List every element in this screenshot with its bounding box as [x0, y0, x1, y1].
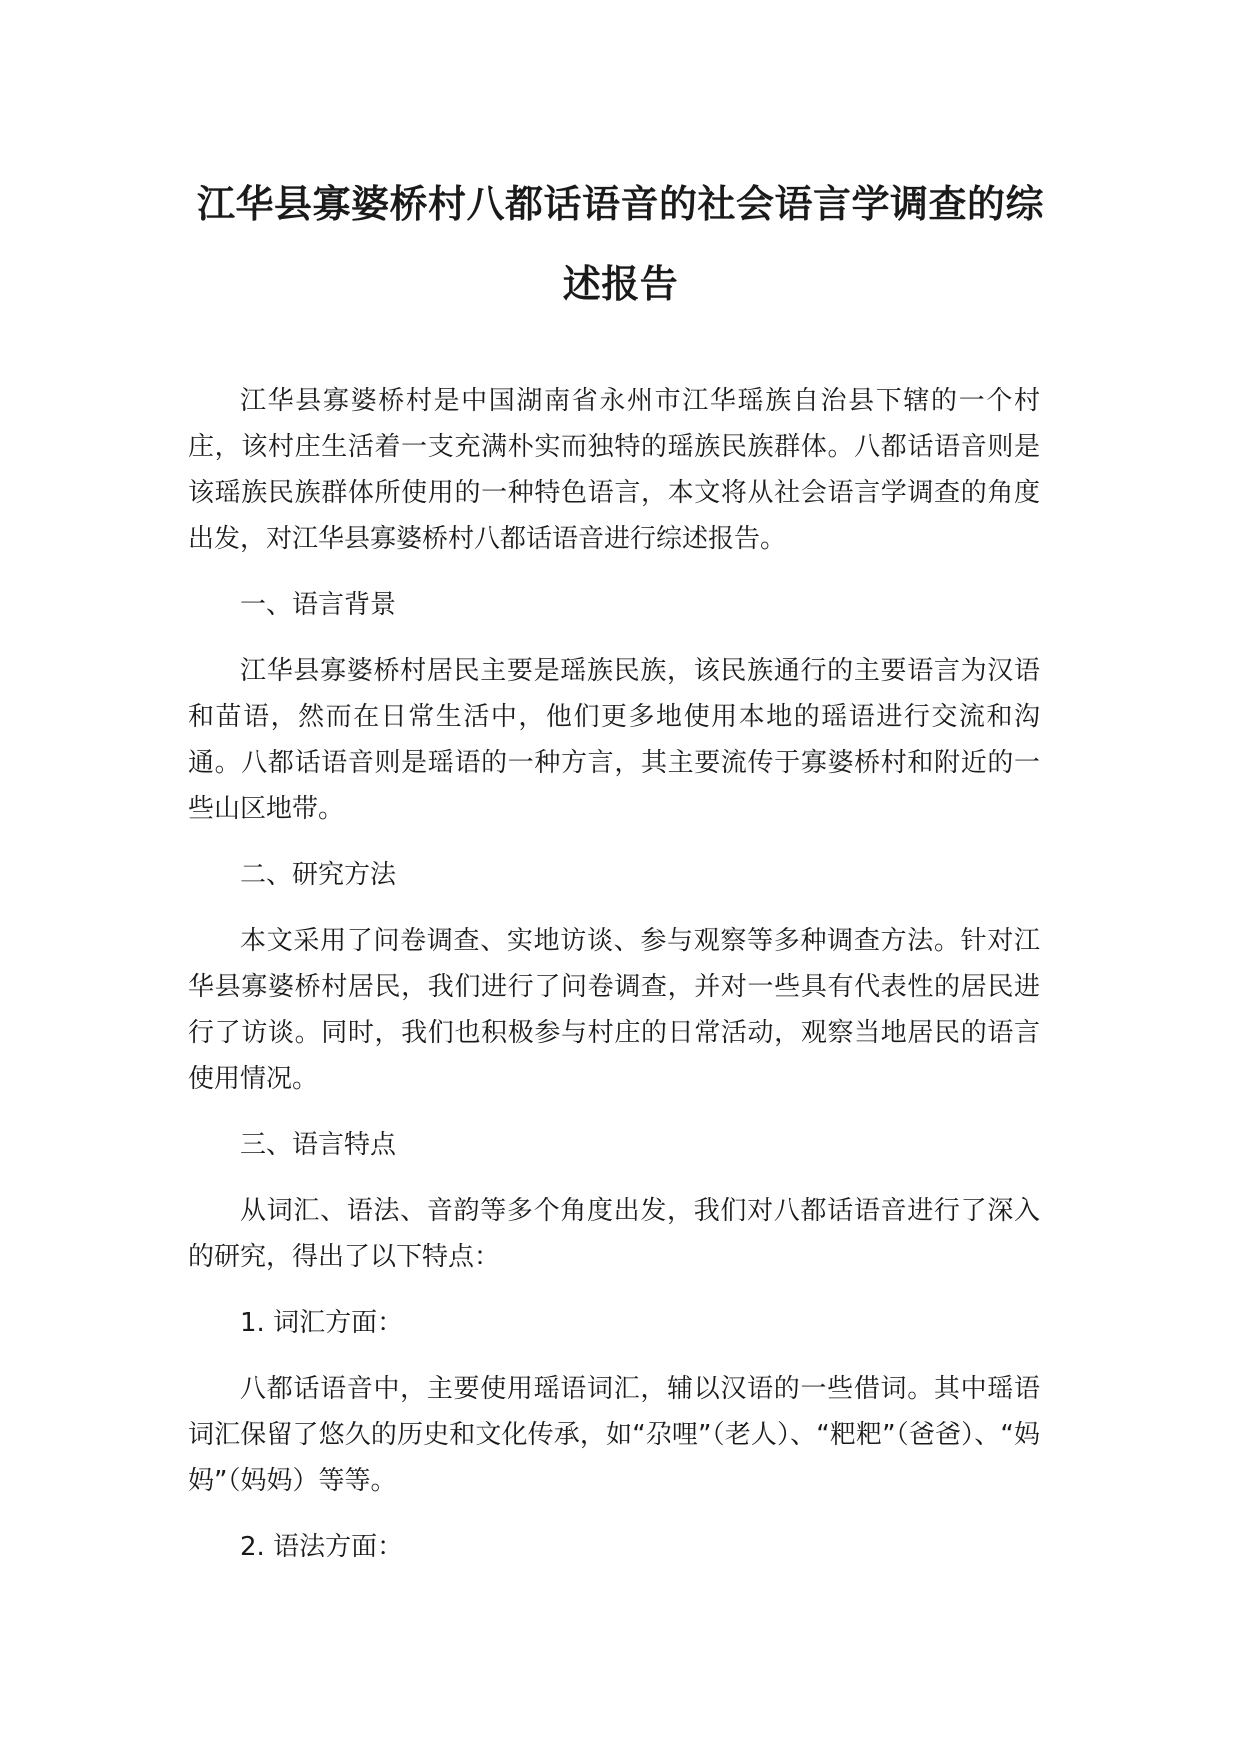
section-heading-background: 一、语言背景 [240, 590, 397, 620]
intro-paragraph: 江华县寡婆桥村是中国湖南省永州市江华瑶族自治县下辖的一个村庄，该村庄生活着一支充满朴实而独特的瑶族民族群体。八都话语音则是该瑶族民族群体所使用的一种特色语言，本文将从社会语言学调查的角度出发，对江华县寡婆桥村八都话语音进行综述报告。 [188, 386, 1040, 554]
document-title-line-2: 述报告 [562, 262, 679, 306]
subheading-vocabulary: 1. 词汇方面： [240, 1308, 404, 1338]
document-body [188, 378, 1040, 1570]
methods-paragraph: 本文采用了问卷调查、实地访谈、参与观察等多种调查方法。针对江华县寡婆桥村居民，我们进行了问卷调查，并对一些具有代表性的居民进行了访谈。同时，我们也积极参与村庄的日常活动，观察当地居民的语言使用情况。 [188, 926, 1040, 1094]
subheading-grammar: 2. 语法方面： [240, 1532, 404, 1562]
vocabulary-paragraph: 八都话语音中，主要使用瑶语词汇，辅以汉语的一些借词。其中瑶语词汇保留了悠久的历史和文化传承，如“尕哩”（老人）、“粑粑”（爸爸）、“妈妈”（妈妈）等等。 [188, 1374, 1040, 1496]
features-paragraph: 从词汇、语法、音韵等多个角度出发，我们对八都话语音进行了深入的研究，得出了以下特点： [188, 1196, 1040, 1272]
section-heading-methods: 二、研究方法 [240, 860, 397, 890]
document-title-line-1: 江华县寡婆桥村八都话语音的社会语言学调查的综 [196, 182, 1044, 226]
section-heading-features: 三、语言特点 [240, 1130, 397, 1160]
background-paragraph: 江华县寡婆桥村居民主要是瑶族民族，该民族通行的主要语言为汉语和苗语，然而在日常生活中，他们更多地使用本地的瑶语进行交流和沟通。八都话语音则是瑶语的一种方言，其主要流传于寡婆桥村和附近的一些山区地带。 [188, 656, 1040, 824]
